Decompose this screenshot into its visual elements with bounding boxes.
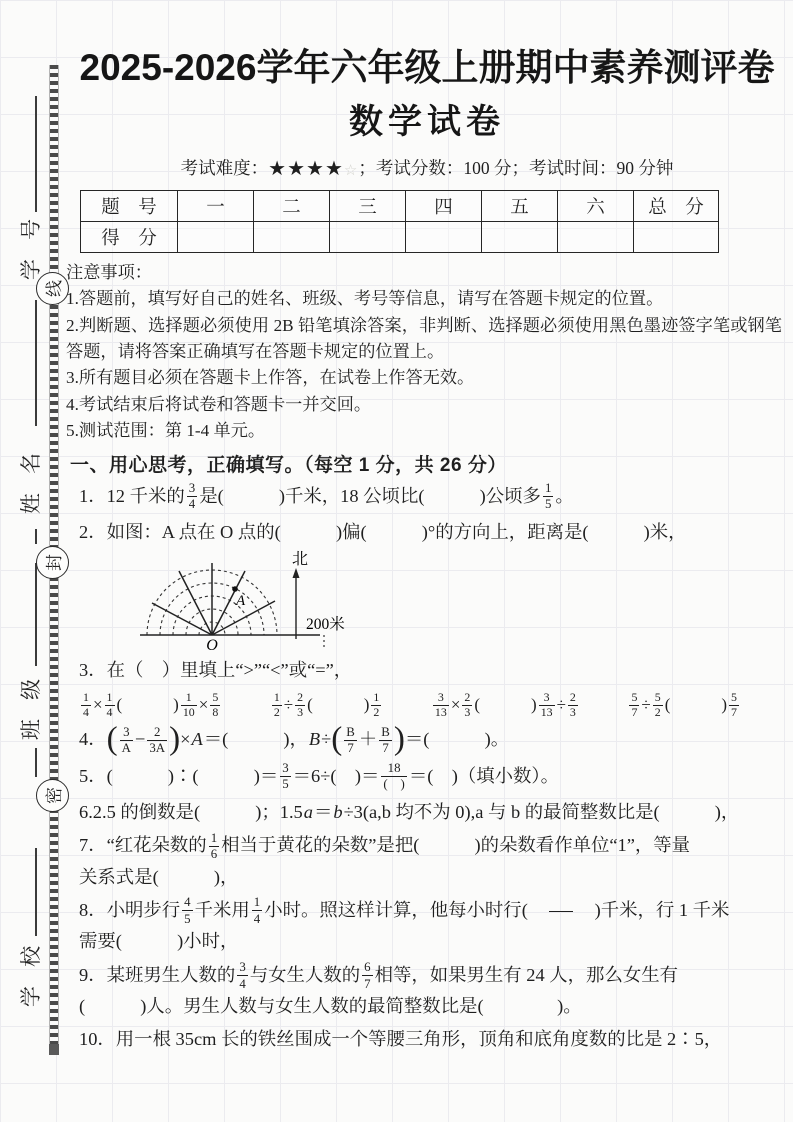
score-table-cell: 四	[406, 190, 482, 221]
fraction: $\frac{18}{( )}$	[383, 761, 405, 792]
fraction: $\frac{5}{7}$	[631, 689, 638, 720]
fraction: $\frac{1}{4}$	[83, 689, 89, 720]
direction-diagram	[136, 549, 481, 651]
fraction: $\frac{1}{2}$	[373, 689, 380, 720]
seal-label-class-text: 班 级	[19, 671, 43, 740]
fraction: $\frac{B}{7}$	[381, 724, 390, 756]
text-run: 千米用	[194, 900, 250, 921]
math-variable: B	[308, 729, 321, 750]
text-run: ＝6÷( )＝	[292, 765, 380, 786]
north-arrow-head-icon	[293, 568, 300, 578]
text-run: ＝( )（填小数）。	[408, 765, 560, 786]
big-paren: (	[331, 720, 343, 758]
question	[79, 1025, 779, 1054]
text-run: 是( )千米，18 公顷比( )公顷多	[199, 485, 541, 506]
seal-stamp-seal-circle	[36, 546, 69, 579]
text-run: 7．“红花朵数的	[79, 835, 207, 856]
exam-paper	[66, 0, 788, 1059]
score-table-header-row	[81, 190, 719, 221]
score-cell-empty	[634, 221, 719, 252]
questions-after-diagram	[66, 656, 779, 1054]
text-run: ×	[92, 695, 103, 715]
score-table-cell-total: 总 分	[634, 190, 719, 221]
text-run: ×	[198, 695, 209, 715]
difficulty-label: 考试难度：	[180, 157, 269, 178]
text-run: ＋	[358, 729, 378, 750]
seal-fill-line	[35, 96, 37, 212]
score-time-text: ；考试分数：100 分；考试时间：90 分钟	[358, 157, 674, 178]
text-run: 。	[555, 485, 574, 506]
seal-fill-line	[35, 529, 37, 544]
text-run: 1．12 千米的	[79, 485, 185, 506]
notice-items	[66, 286, 782, 444]
score-table-cell: 六	[558, 190, 634, 221]
origin-label: O	[206, 637, 218, 652]
text-run: ÷	[641, 695, 651, 715]
seal-label-school	[1, 938, 59, 1008]
text-run: ÷	[556, 695, 566, 715]
seal-fill-line	[35, 563, 37, 666]
score-table-cell: 一	[178, 190, 254, 221]
score-cell-empty	[254, 221, 330, 252]
notice-title: 注意事项：	[66, 262, 152, 282]
question	[79, 656, 779, 685]
text-run: ( )	[474, 695, 537, 715]
question	[79, 518, 779, 547]
score-cell-empty	[558, 221, 634, 252]
seal-stamp-line-text: 线	[45, 280, 64, 297]
text-run: 5．( )∶( )＝	[79, 765, 279, 786]
text-run: 关系式是( )，	[79, 866, 239, 887]
seal-stamp-line-circle	[36, 272, 69, 305]
text-run: 2．如图：A 点在 O 点的( )偏( )°的方向上，距离是( )米，	[79, 521, 687, 542]
seal-fill-line	[35, 748, 37, 777]
exam-info-line	[66, 155, 788, 180]
text-run: 4．	[79, 729, 107, 750]
text-run: ÷	[321, 729, 332, 750]
notice-item: 3.所有题目必须在答题卡上作答，在试卷上作答无效。	[66, 368, 475, 388]
text-run: ＝	[313, 801, 333, 822]
question	[79, 896, 779, 956]
seal-label-school-text: 学 校	[19, 938, 43, 1008]
fraction: $\frac{1}{4}$	[253, 895, 261, 926]
seal-label-name	[1, 432, 59, 527]
notice-item: 4.考试结束后将试卷和答题卡一并交回。	[66, 394, 372, 414]
text-run: 6.2.5 的倒数是( )；1.5	[79, 801, 303, 822]
text-run: ＝( )。	[404, 729, 510, 750]
fraction: $\frac{1}{5}$	[544, 480, 552, 512]
text-run: 与女生人数的	[249, 964, 361, 985]
math-variable: A	[191, 729, 203, 750]
fraction: $\frac{5}{2}$	[654, 689, 661, 720]
question	[79, 762, 779, 793]
text-run: )千米，行 1 千米	[576, 900, 730, 921]
text-run: ÷3(a,b 均不为 0),a 与 b 的最简整数比是( )，	[343, 801, 740, 822]
big-paren: )	[393, 720, 405, 758]
text-run: ÷	[283, 695, 294, 715]
score-cell-empty	[406, 221, 482, 252]
notice-section	[66, 260, 782, 445]
fraction: $\frac{3}{13}$	[434, 689, 447, 720]
fraction: $\frac{B}{7}$	[346, 724, 355, 756]
score-table-cell: 五	[482, 190, 558, 221]
text-run: ( )	[116, 695, 179, 715]
text-run: 需要( )小时，	[79, 931, 239, 952]
text-run: ×	[180, 729, 191, 750]
score-row-label: 得 分	[81, 221, 178, 252]
fraction: $\frac{1}{2}$	[273, 689, 280, 720]
question	[79, 798, 779, 827]
comparison-group	[627, 689, 741, 721]
seal-fill-line	[35, 300, 37, 426]
text-run: −	[134, 729, 146, 750]
math-variable: a	[303, 801, 313, 822]
notice-item: 2.判断题、选择题必须使用 2B 铅笔填涂答案，非判断、选择题必须使用黑色墨迹签字笔或钢笔答题，请将答案正确填写在答题卡规定的位置上。	[66, 315, 782, 361]
page-title: 2025-2026学年六年级上册期中素养测评卷	[79, 47, 775, 88]
point-a-label: A	[236, 593, 246, 610]
fraction: $\frac{2}{3}$	[297, 689, 304, 720]
text-run: ×	[450, 695, 461, 715]
fraction: $\frac{3}{5}$	[282, 761, 289, 792]
score-table-cell: 二	[254, 190, 330, 221]
fraction: $\frac{5}{7}$	[731, 689, 737, 720]
text-run: ( )	[307, 695, 370, 715]
text-run: ( )人。男生人数与女生人数的最简整数比是( )。	[79, 995, 582, 1016]
score-cell-empty	[178, 221, 254, 252]
seal-stamp-secret-text: 密	[45, 787, 64, 804]
text-run: 8．小明步行	[79, 900, 181, 921]
fraction: $\frac{1}{10}$	[182, 689, 195, 720]
paper-subtitle: 数学试卷	[349, 102, 505, 141]
score-table-score-row	[81, 221, 719, 252]
fraction: $\frac{3}{4}$	[239, 960, 246, 991]
comparison-group	[79, 689, 222, 721]
text-run: ＝( )，	[203, 729, 308, 750]
text-run: 10．用一根 35cm 长的铁丝围成一个等腰三角形，顶角和底角度数的比是 2∶5，	[79, 1029, 723, 1050]
comparison-group	[270, 689, 384, 721]
fraction: $\frac{1}{4}$	[106, 689, 113, 720]
seal-stamp-seal-text: 封	[45, 554, 64, 571]
notice-item: 1.答题前，填写好自己的姓名、班级、考号等信息，请写在答题卡规定的位置。	[66, 289, 664, 309]
fraction: $\frac{3}{4}$	[188, 480, 196, 512]
seal-label-class	[1, 668, 59, 743]
difficulty-star-faint-icon: ☆	[343, 162, 359, 179]
fraction: $\frac{3}{13}$	[540, 689, 553, 720]
north-label: 北	[291, 551, 309, 569]
text-run: 9．某班男生人数的	[79, 964, 236, 985]
seal-label-student-id-text: 学 号	[19, 211, 43, 281]
blank-fraction-bar	[549, 911, 573, 912]
section-one-heading: 一、用心思考，正确填写。（每空 1 分，共 26 分）	[70, 454, 507, 476]
question	[79, 720, 779, 758]
seal-fill-line	[35, 848, 37, 936]
fraction: $\frac{5}{8}$	[212, 689, 219, 720]
text-run: 小时。照这样计算，他每小时行(	[264, 900, 547, 921]
fraction: $\frac{2}{3A}$	[149, 724, 166, 756]
big-paren: (	[106, 720, 118, 758]
notice-item: 5.测试范围：第 1-4 单元。	[66, 421, 266, 441]
direction-diagram-svg	[136, 549, 481, 651]
fraction: $\frac{3}{A}$	[121, 724, 131, 756]
fraction: $\frac{6}{7}$	[364, 960, 371, 991]
difficulty-stars-icon: ★★★★	[268, 157, 344, 180]
score-table-cell: 三	[330, 190, 406, 221]
point-a-dot	[232, 586, 238, 592]
math-variable: b	[333, 801, 343, 822]
question	[79, 482, 779, 513]
score-cell-empty	[330, 221, 406, 252]
question	[79, 961, 779, 1021]
text-run: ( )	[664, 695, 728, 715]
fraction: $\frac{1}{6}$	[210, 830, 218, 862]
big-paren: )	[169, 720, 181, 758]
seal-stamp-secret-circle	[36, 779, 69, 812]
scale-label: 200米	[306, 616, 345, 634]
score-table-cell-label: 题 号	[81, 190, 178, 221]
comparison-group	[431, 689, 580, 721]
score-cell-empty	[482, 221, 558, 252]
fraction: $\frac{2}{3}$	[464, 689, 471, 720]
text-run: 相当于黄花的朵数”是把( )的朵数看作单位“1”，等量	[221, 835, 691, 856]
question	[79, 831, 779, 891]
comparison-row	[79, 689, 741, 721]
fraction: $\frac{2}{3}$	[569, 689, 576, 720]
text-run: 相等，如果男生有 24 人，那么女生有	[374, 964, 679, 985]
text-run: 3．在（ ）里填上“>”“<”或“=”，	[79, 660, 353, 681]
questions-before-diagram	[66, 482, 779, 547]
fraction: $\frac{4}{5}$	[184, 895, 191, 926]
score-table	[80, 190, 719, 253]
diagram-rays	[140, 563, 320, 635]
seal-label-name-text: 姓 名	[19, 445, 43, 514]
